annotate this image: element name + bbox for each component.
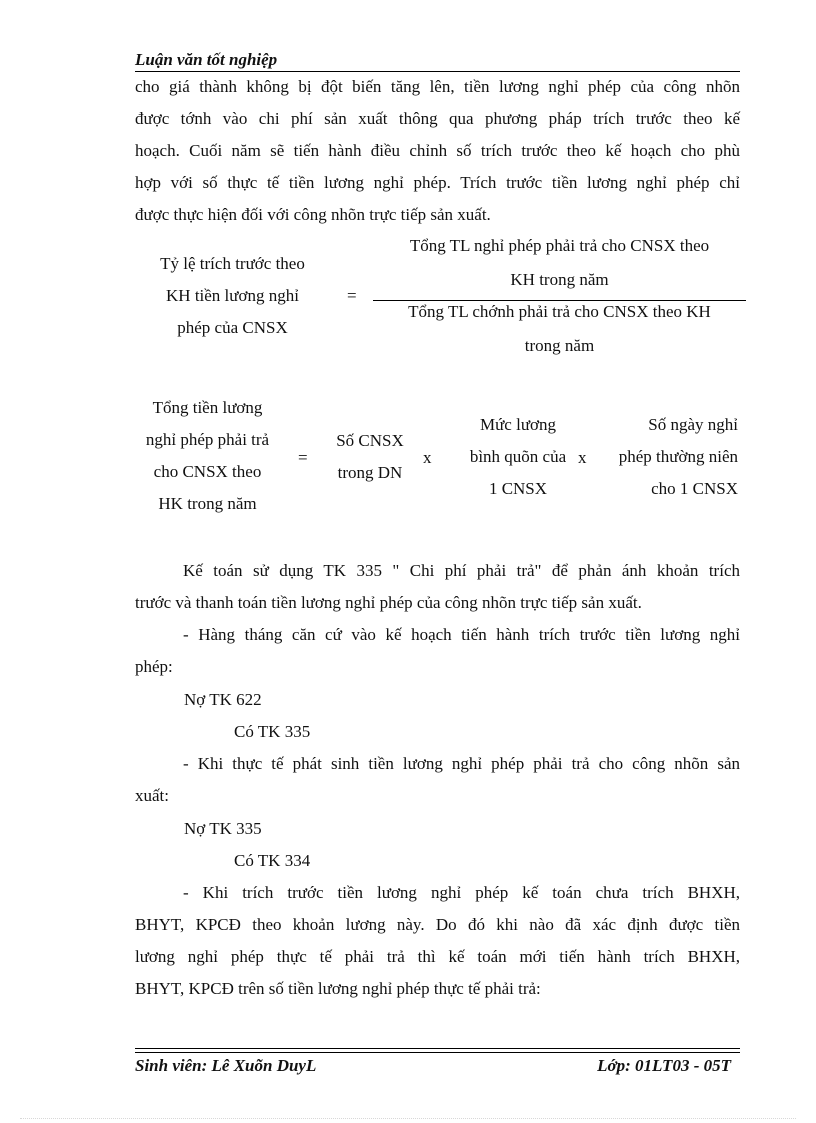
footer-class: Lớp: 01LT03 - 05T: [597, 1056, 731, 1075]
page-bottom-border: [20, 1118, 796, 1119]
formula1-equals: =: [347, 286, 357, 305]
journal-credit: Có TK 335: [234, 722, 311, 741]
formula1-denominator-line: trong năm: [524, 336, 595, 355]
formula2-term2-line: Mức lương: [479, 415, 557, 434]
footer-divider: [135, 1048, 740, 1049]
intro-paragraph: [135, 71, 740, 231]
formula2-term2-line: 1 CNSX: [488, 479, 548, 498]
formula2-equals: =: [298, 448, 308, 467]
footer-student: Sinh viên: Lê Xuõn DuyL: [135, 1056, 317, 1075]
formula2-left-line: nghỉ phép phải trả: [145, 430, 270, 449]
formula2-times: x: [578, 448, 587, 467]
intro-line: cho giá thành không bị đột biến tăng lên, tiền lương nghỉ phép của công nhõn: [135, 77, 740, 96]
intro-line: được thực hiện đối với công nhõn trực tiếp sản xuất.: [135, 205, 491, 224]
body-line: - Khi thực tế phát sinh tiền lương nghỉ phép phải trả cho công nhõn sản: [183, 754, 740, 773]
formula2-term3-line: cho 1 CNSX: [651, 479, 738, 498]
formula2-times: x: [423, 448, 432, 467]
journal-debit: Nợ TK 622: [184, 690, 262, 709]
formula1-left-line: Tỷ lệ trích trước theo: [160, 254, 305, 273]
page-header-title: Luận văn tốt nghiệp: [135, 50, 278, 69]
formula2-term3-line: phép thường niên: [618, 447, 738, 466]
formula1-denominator-line: Tổng TL chớnh phải trả cho CNSX theo KH: [408, 302, 711, 321]
formula2-term2-line: bình quõn của: [469, 447, 567, 466]
paragraph-tk335: [135, 555, 740, 619]
body-line: - Hàng tháng căn cứ vào kế hoạch tiến hành trích trước tiền lương nghỉ: [183, 625, 740, 644]
body-line: xuất:: [135, 786, 169, 805]
formula1-numerator-line: KH trong năm: [510, 270, 609, 289]
paragraph-bhxh: [135, 877, 740, 1005]
body-line: - Khi trích trước tiền lương nghỉ phép kế toán chưa trích BHXH,: [183, 883, 740, 902]
formula2-left-line: cho CNSX theo: [153, 462, 262, 481]
intro-line: hợp với số thực tế tiền lương nghỉ phép. Trích trước tiền lương nghỉ phép chỉ: [135, 173, 740, 192]
footer-divider-thin: [135, 1052, 740, 1053]
body-line: lương nghỉ phép thực tế phải trả thì kế toán mới tiến hành trích BHXH,: [135, 947, 740, 966]
intro-line: hoạch. Cuối năm sẽ tiến hành điều chỉnh số trích trước theo kế hoạch cho phù: [135, 141, 740, 160]
fraction-bar: [373, 300, 746, 301]
intro-line: được tớnh vào chi phí sản xuất thông qua phương pháp trích trước theo kế: [135, 109, 740, 128]
body-line: BHYT, KPCĐ trên số tiền lương nghỉ phép thực tế phải trả:: [135, 979, 541, 998]
formula2-term3-line: Số ngày nghỉ: [648, 415, 738, 434]
formula2-term1-line: Số CNSX: [336, 431, 404, 450]
journal-debit: Nợ TK 335: [184, 819, 262, 838]
body-line: trước và thanh toán tiền lương nghỉ phép của công nhõn trực tiếp sản xuất.: [135, 593, 642, 612]
body-line: BHYT, KPCĐ theo khoản lương này. Do đó khi nào đã xác định được tiền: [135, 915, 740, 934]
journal-credit: Có TK 334: [234, 851, 311, 870]
formula2-left-line: Tổng tiền lương: [152, 398, 263, 417]
body-line: Kế toán sử dụng TK 335 " Chi phí phải trả" để phản ánh khoản trích: [183, 561, 740, 580]
formula1-numerator-line: Tổng TL nghỉ phép phải trả cho CNSX theo: [409, 236, 710, 255]
formula2-left-line: HK trong năm: [158, 494, 257, 513]
body-line: phép:: [135, 657, 173, 676]
formula2-term1-line: trong DN: [337, 463, 403, 482]
paragraph-actual: [135, 748, 740, 812]
paragraph-monthly: [135, 619, 740, 683]
formula1-left-line: phép của CNSX: [177, 318, 288, 337]
formula1-left-line: KH tiền lương nghỉ: [166, 286, 299, 305]
